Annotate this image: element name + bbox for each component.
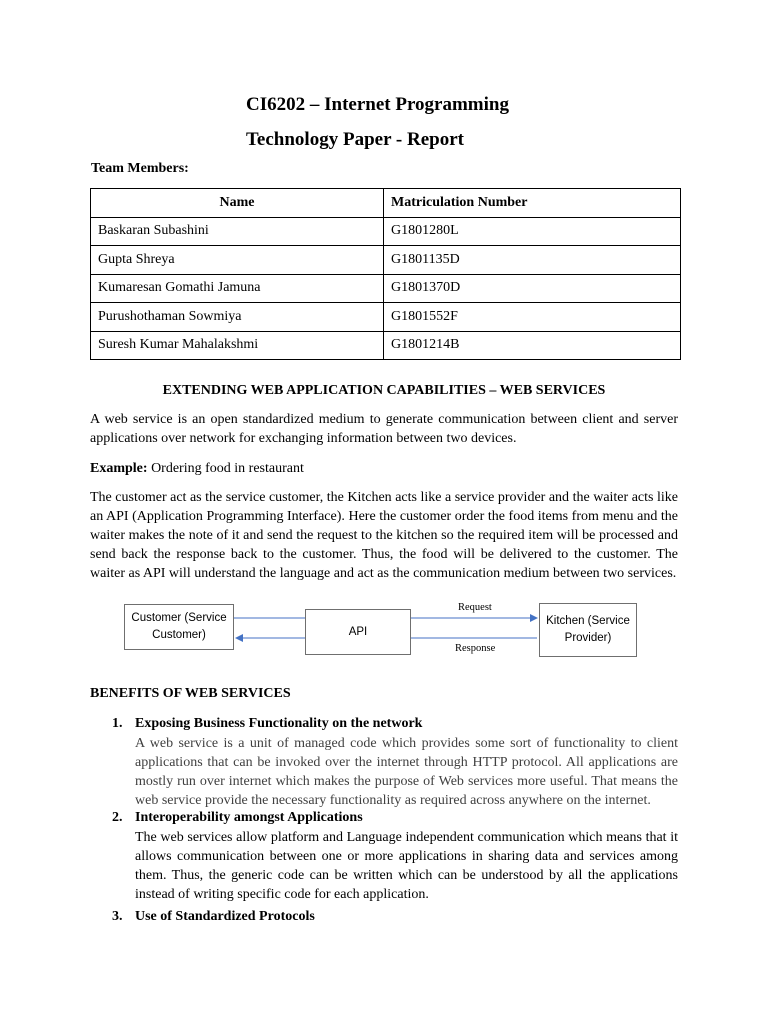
- member-matric: G1801135D: [384, 246, 681, 275]
- benefit-title: Exposing Business Functionality on the network: [135, 716, 423, 731]
- member-name: Baskaran Subashini: [91, 217, 384, 246]
- benefit-title: Interoperability amongst Applications: [135, 810, 363, 825]
- member-name: Suresh Kumar Mahalakshmi: [91, 331, 384, 360]
- api-label: API: [348, 625, 368, 638]
- benefit-number: 2.: [112, 810, 123, 825]
- column-header-matric: Matriculation Number: [384, 189, 681, 218]
- table-row: [91, 331, 681, 360]
- member-name: Kumaresan Gomathi Jamuna: [91, 274, 384, 303]
- example-line: [90, 459, 678, 478]
- example-text: Ordering food in restaurant: [147, 461, 304, 476]
- response-label: Response: [455, 643, 496, 654]
- web-service-diagram: [0, 596, 768, 666]
- member-matric: G1801552F: [384, 303, 681, 332]
- benefit-number: 1.: [112, 716, 123, 731]
- customer-label-line2: Customer): [152, 629, 206, 641]
- team-members-table: [90, 188, 681, 360]
- explanation-paragraph: The customer act as the service customer, the Kitchen acts like a service provider and the waiter acts like an API (Application Programming Interface). Here the customer order the food items from menu and the waiter makes the note of it and send the request to the kitchen so the required item will be processed and send back the response back to the customer. Thus, the food will be delivered to the customer. The waiter as API will understand the language and act as the communication medium between two services.: [90, 490, 678, 581]
- team-members-label: Team Members:: [91, 161, 189, 176]
- customer-box: [124, 604, 234, 650]
- benefit-body: The web services allow platform and Language independent communication which means that it allows communication between one or more applications in sharing data and services among them. Thus, the generic code can be written which can be understood by all the applications instead of writing specific code for each application.: [135, 830, 678, 902]
- api-box: [305, 609, 411, 655]
- kitchen-label-line2: Provider): [564, 632, 612, 644]
- customer-label-line1: Customer (Service: [131, 612, 227, 624]
- column-header-name: Name: [91, 189, 384, 218]
- benefits-heading: BENEFITS OF WEB SERVICES: [90, 686, 291, 701]
- table-row: [91, 303, 681, 332]
- benefit-number: 3.: [112, 909, 123, 924]
- member-matric: G1801214B: [384, 331, 681, 360]
- member-matric: G1801370D: [384, 274, 681, 303]
- kitchen-label-line1: Kitchen (Service: [546, 615, 630, 627]
- section-heading: EXTENDING WEB APPLICATION CAPABILITIES – WEB SERVICES: [162, 383, 606, 398]
- kitchen-box: [539, 603, 637, 657]
- document-subtitle: Technology Paper - Report: [246, 129, 464, 150]
- table-row: [91, 274, 681, 303]
- table-header-row: [91, 189, 681, 218]
- example-label: Example:: [90, 461, 148, 476]
- table-row: [91, 217, 681, 246]
- request-label: Request: [458, 602, 492, 613]
- benefit-body: A web service is a unit of managed code which provides some sort of functionality to client applications that can be invoked over the internet through HTTP protocol. All applications are mostly run over internet which makes the purpose of Web services more useful. That means the web service provide the necessary functionality as required across anywhere on the internet.: [135, 736, 678, 808]
- member-name: Purushothaman Sowmiya: [91, 303, 384, 332]
- member-matric: G1801280L: [384, 217, 681, 246]
- intro-paragraph: A web service is an open standardized medium to generate communication between client and server applications over network for exchanging information between two devices.: [90, 412, 678, 446]
- document-title: CI6202 – Internet Programming: [246, 94, 509, 115]
- table-row: [91, 246, 681, 275]
- member-name: Gupta Shreya: [91, 246, 384, 275]
- benefit-title: Use of Standardized Protocols: [135, 909, 315, 924]
